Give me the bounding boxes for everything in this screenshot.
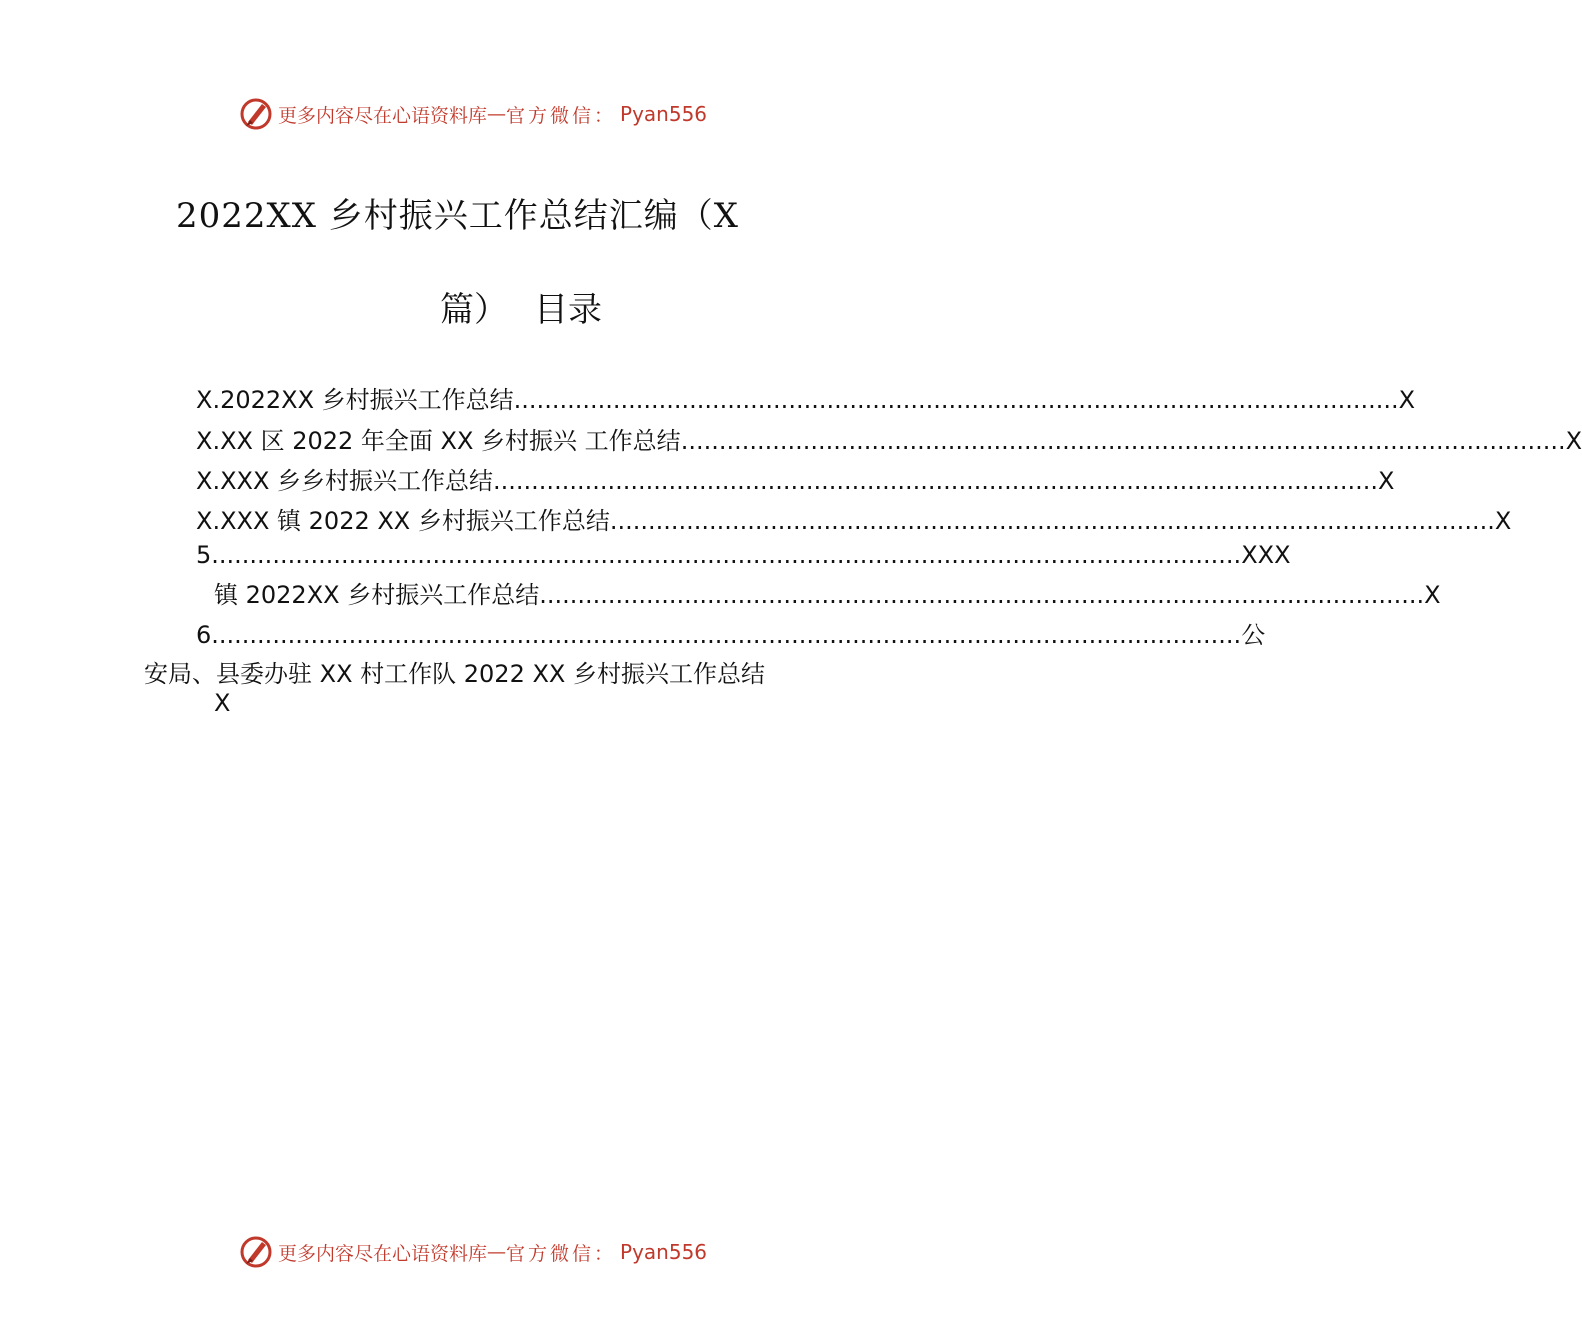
toc-item-text: 5	[196, 541, 212, 569]
toc-leader-dots: .......................................................................................................................................	[211, 541, 1242, 569]
banner-dash: —	[487, 1241, 507, 1263]
toc-item-5[interactable]	[196, 541, 1291, 569]
toc-item-page: 公	[1241, 621, 1266, 649]
toc-item-5-continued[interactable]	[214, 575, 1441, 610]
toc-item-page: XXX	[1241, 541, 1291, 569]
toc-item-text: 6	[196, 621, 212, 649]
toc-item-text: 镇 2022XX 乡村振兴工作总结	[214, 581, 540, 609]
footer-banner	[238, 1232, 758, 1272]
banner-text: 更多内容尽在心语资料库	[278, 104, 488, 127]
toc-item-6[interactable]	[196, 615, 1266, 650]
toc-item-text: X.XX 区 2022 年全面 XX 乡村振兴 工作总结	[196, 427, 681, 455]
toc-item-page: X	[1424, 581, 1441, 609]
toc-leader-dots: ....................................................................................................................	[493, 467, 1378, 495]
toc-leader-dots: ....................................................................................................................	[513, 386, 1399, 414]
toc-item-text: X.XXX 乡乡村振兴工作总结	[196, 467, 494, 495]
banner-wechat-label: 官方微信：	[506, 104, 617, 127]
toc-item-page: X	[1565, 427, 1582, 455]
toc-item-3[interactable]	[196, 461, 1395, 496]
banner-wechat-id: Pyan556	[620, 1240, 708, 1264]
banner-wechat-label: 官方微信：	[506, 1242, 617, 1265]
toc-leader-dots: .......................................................................................................................................	[211, 621, 1242, 649]
banner-text: 更多内容尽在心语资料库	[278, 1242, 488, 1265]
header-banner	[238, 94, 758, 134]
banner-dash: —	[487, 103, 507, 125]
toc-leader-dots: ....................................................................................................................	[609, 507, 1495, 535]
toc-item-1[interactable]	[196, 380, 1416, 415]
toc-leader-dots: ....................................................................................................................	[539, 581, 1425, 609]
toc-leader-dots: ....................................................................................................................	[680, 427, 1566, 455]
toc-item-page: X	[1494, 507, 1512, 535]
document-title-line2	[440, 282, 602, 331]
toc-item-4[interactable]	[196, 501, 1512, 536]
title-part-pian: 篇）	[440, 290, 508, 330]
toc-item-2[interactable]	[196, 421, 1582, 456]
toc-item-6-page: X	[214, 689, 231, 717]
banner-wechat-id: Pyan556	[620, 102, 708, 126]
document-title: 2022XX 乡村振兴工作总结汇编（X	[176, 196, 739, 236]
toc-item-page: X	[1398, 386, 1416, 414]
toc-item-page: X	[1377, 467, 1395, 495]
pen-logo-icon	[238, 1234, 274, 1270]
toc-item-text: X.XXX 镇 2022 XX 乡村振兴工作总结	[196, 507, 610, 535]
toc-item-text: X.2022XX 乡村振兴工作总结	[196, 386, 514, 414]
title-part-mulu: 目录	[534, 290, 602, 330]
toc-item-6-continued: 安局、县委办驻 XX 村工作队 2022 XX 乡村振兴工作总结	[144, 660, 765, 688]
pen-logo-icon	[238, 96, 274, 132]
